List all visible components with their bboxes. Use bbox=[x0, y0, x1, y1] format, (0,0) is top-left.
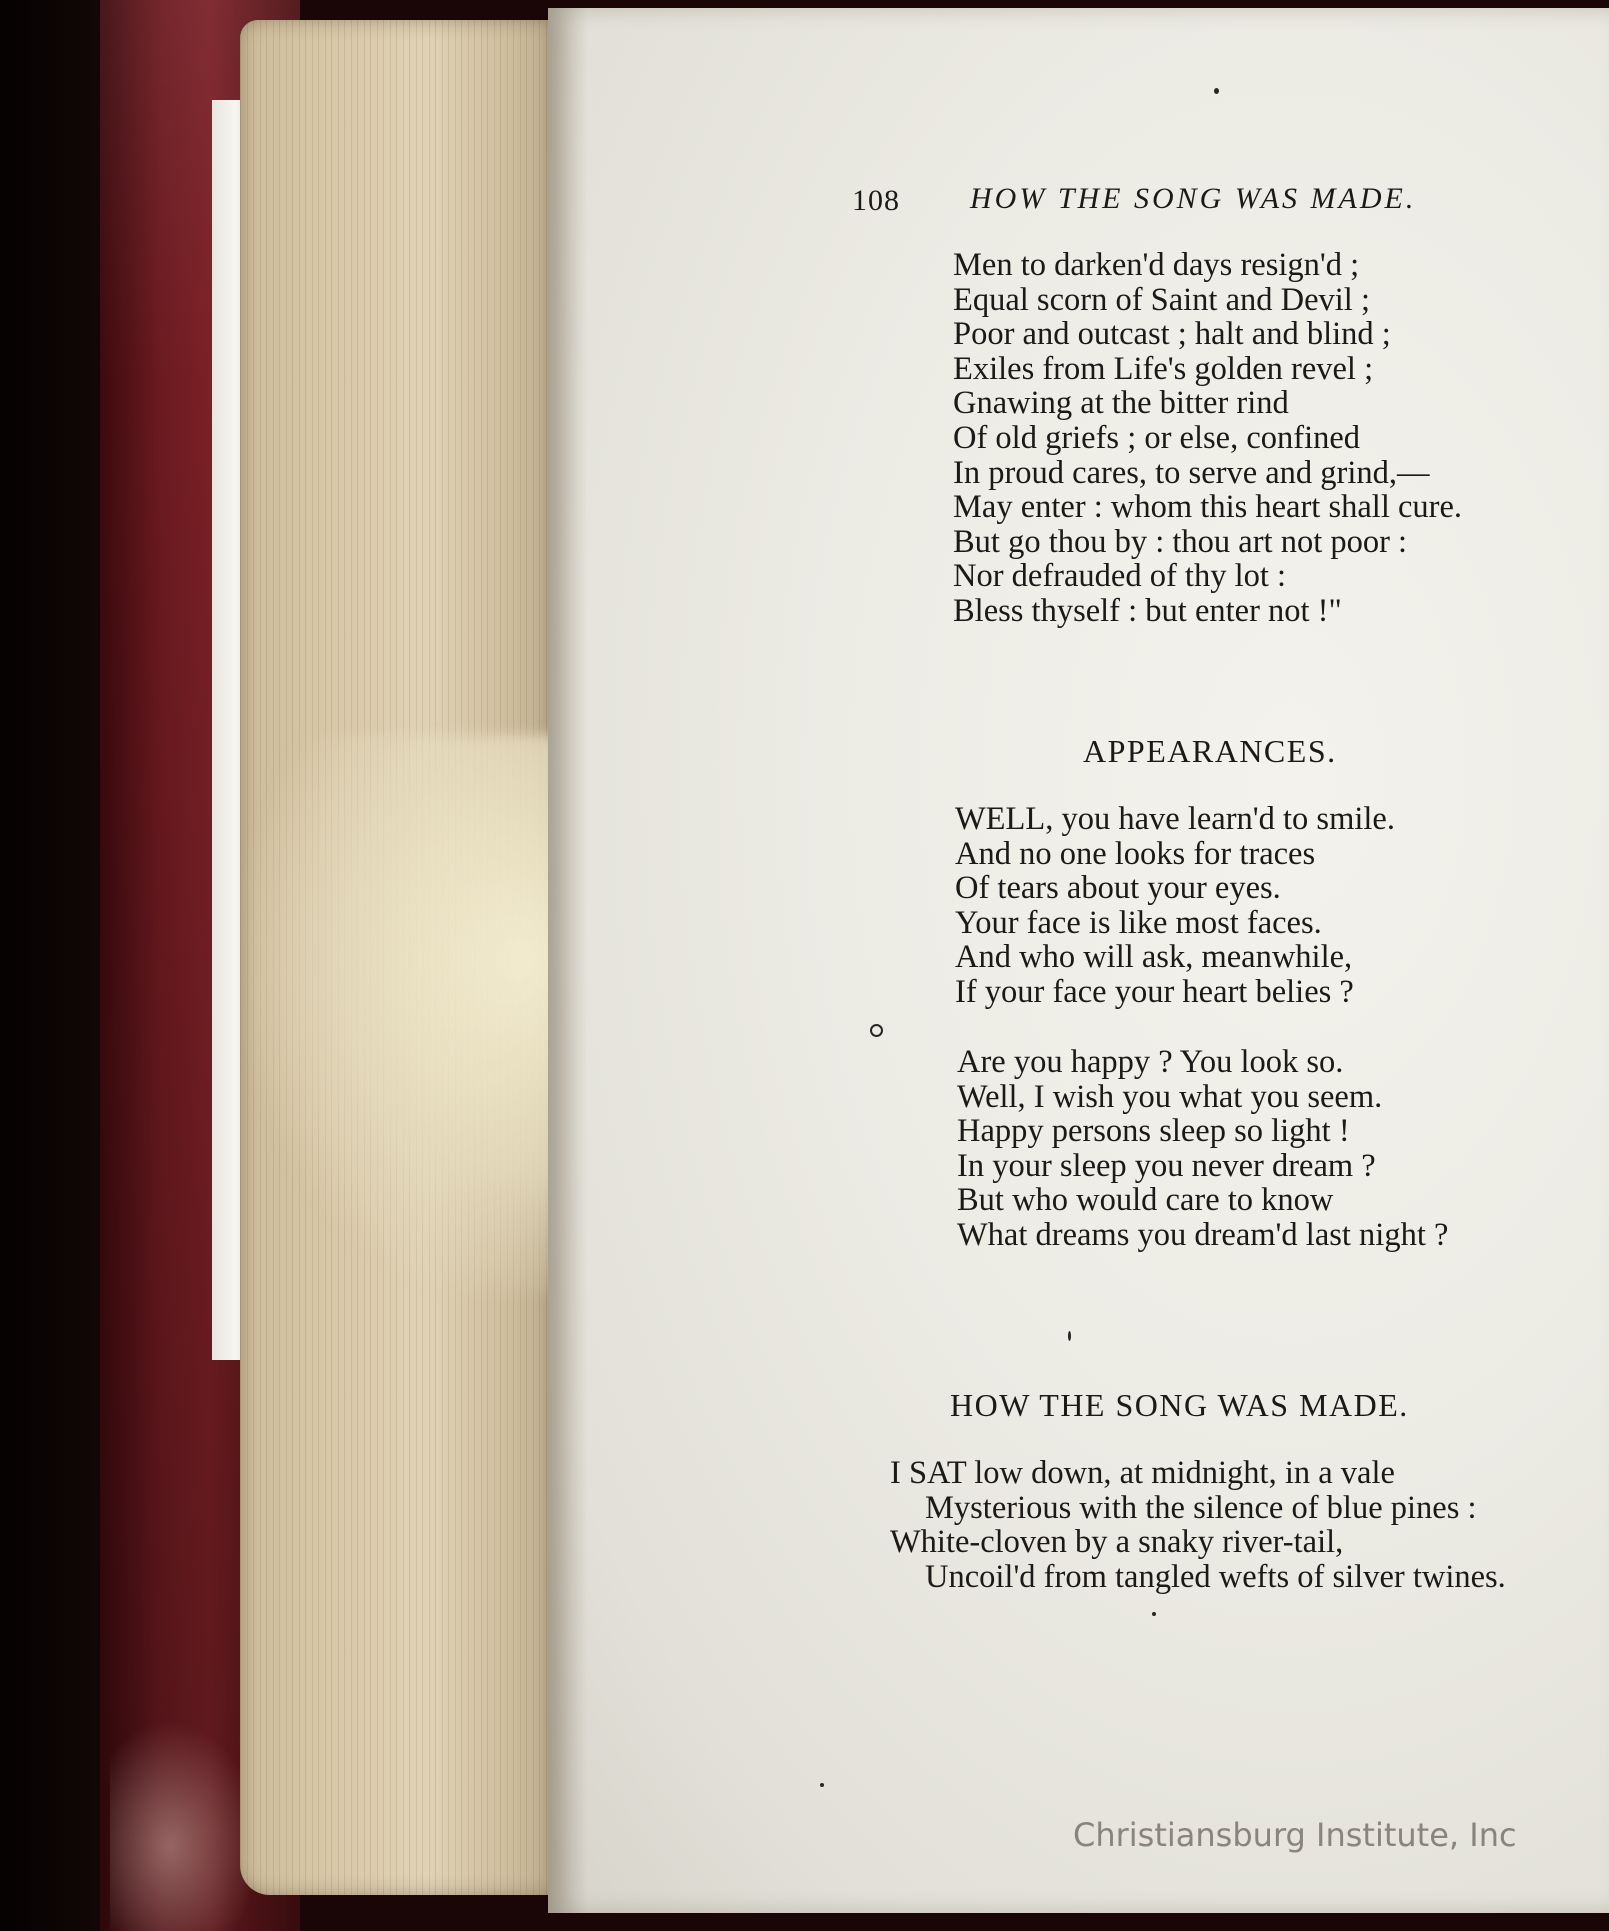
ink-speck bbox=[1214, 88, 1219, 94]
running-title: HOW THE SONG WAS MADE. bbox=[970, 182, 1417, 215]
poem-line: Mysterious with the silence of blue pines : bbox=[925, 1489, 1477, 1526]
poem-line: Gnawing at the bitter rind bbox=[953, 385, 1289, 422]
ink-speck bbox=[870, 1024, 883, 1037]
ink-speck bbox=[1068, 1331, 1071, 1341]
poem-line: In your sleep you never dream ? bbox=[957, 1147, 1376, 1184]
poem-line: Equal scorn of Saint and Devil ; bbox=[953, 281, 1370, 318]
poem-line: I SAT low down, at midnight, in a vale bbox=[890, 1455, 1395, 1491]
appearances-stanza-1 bbox=[955, 802, 1395, 1010]
poem-line: Of old griefs ; or else, confined bbox=[953, 419, 1361, 456]
poem-line: White-cloven by a snaky river-tail, bbox=[890, 1524, 1344, 1561]
watermark: Christiansburg Institute, Inc bbox=[1073, 1816, 1517, 1854]
poem-line: What dreams you dream'd last night ? bbox=[957, 1216, 1449, 1253]
poem-continued bbox=[953, 248, 1462, 629]
poem-title-appearances: APPEARANCES. bbox=[1083, 733, 1337, 769]
poem-line: Bless thyself : but enter not !" bbox=[953, 592, 1342, 629]
poem-line: But go thou by : thou art not poor : bbox=[953, 523, 1408, 560]
poem-line: Poor and outcast ; halt and blind ; bbox=[953, 316, 1391, 353]
poem-line: Happy persons sleep so light ! bbox=[957, 1113, 1350, 1150]
poem-line: And who will ask, meanwhile, bbox=[955, 939, 1353, 976]
poem-line: Uncoil'd from tangled wefts of silver twines. bbox=[925, 1558, 1506, 1595]
poem-title-how-the-song-was-made: HOW THE SONG WAS MADE. bbox=[950, 1387, 1409, 1423]
poem-line: WELL, you have learn'd to smile. bbox=[955, 801, 1395, 837]
ink-speck bbox=[1152, 1612, 1156, 1616]
poem-line: In proud cares, to serve and grind,— bbox=[953, 454, 1430, 491]
poem-line: Of tears about your eyes. bbox=[955, 870, 1281, 907]
ink-speck bbox=[820, 1783, 824, 1787]
poem-line: Your face is like most faces. bbox=[955, 904, 1322, 941]
poem-line: Nor defrauded of thy lot : bbox=[953, 558, 1287, 595]
cover-wear bbox=[110, 1720, 260, 1931]
poem-line: Are you happy ? You look so. bbox=[957, 1044, 1344, 1080]
poem-line: Well, I wish you what you seem. bbox=[957, 1078, 1383, 1115]
poem-line: Exiles from Life's golden revel ; bbox=[953, 350, 1374, 387]
page-gutter-shadow bbox=[548, 8, 588, 1913]
poem-line: But who would care to know bbox=[957, 1182, 1334, 1219]
appearances-stanza-2 bbox=[957, 1045, 1448, 1253]
poem-line: If your face your heart belies ? bbox=[955, 973, 1354, 1010]
poem-line: May enter : whom this heart shall cure. bbox=[953, 489, 1463, 526]
poem-line: Men to darken'd days resign'd ; bbox=[953, 247, 1360, 283]
poem-line: And no one looks for traces bbox=[955, 835, 1316, 872]
page-number: 108 bbox=[852, 184, 900, 217]
song-stanza bbox=[890, 1456, 1506, 1594]
